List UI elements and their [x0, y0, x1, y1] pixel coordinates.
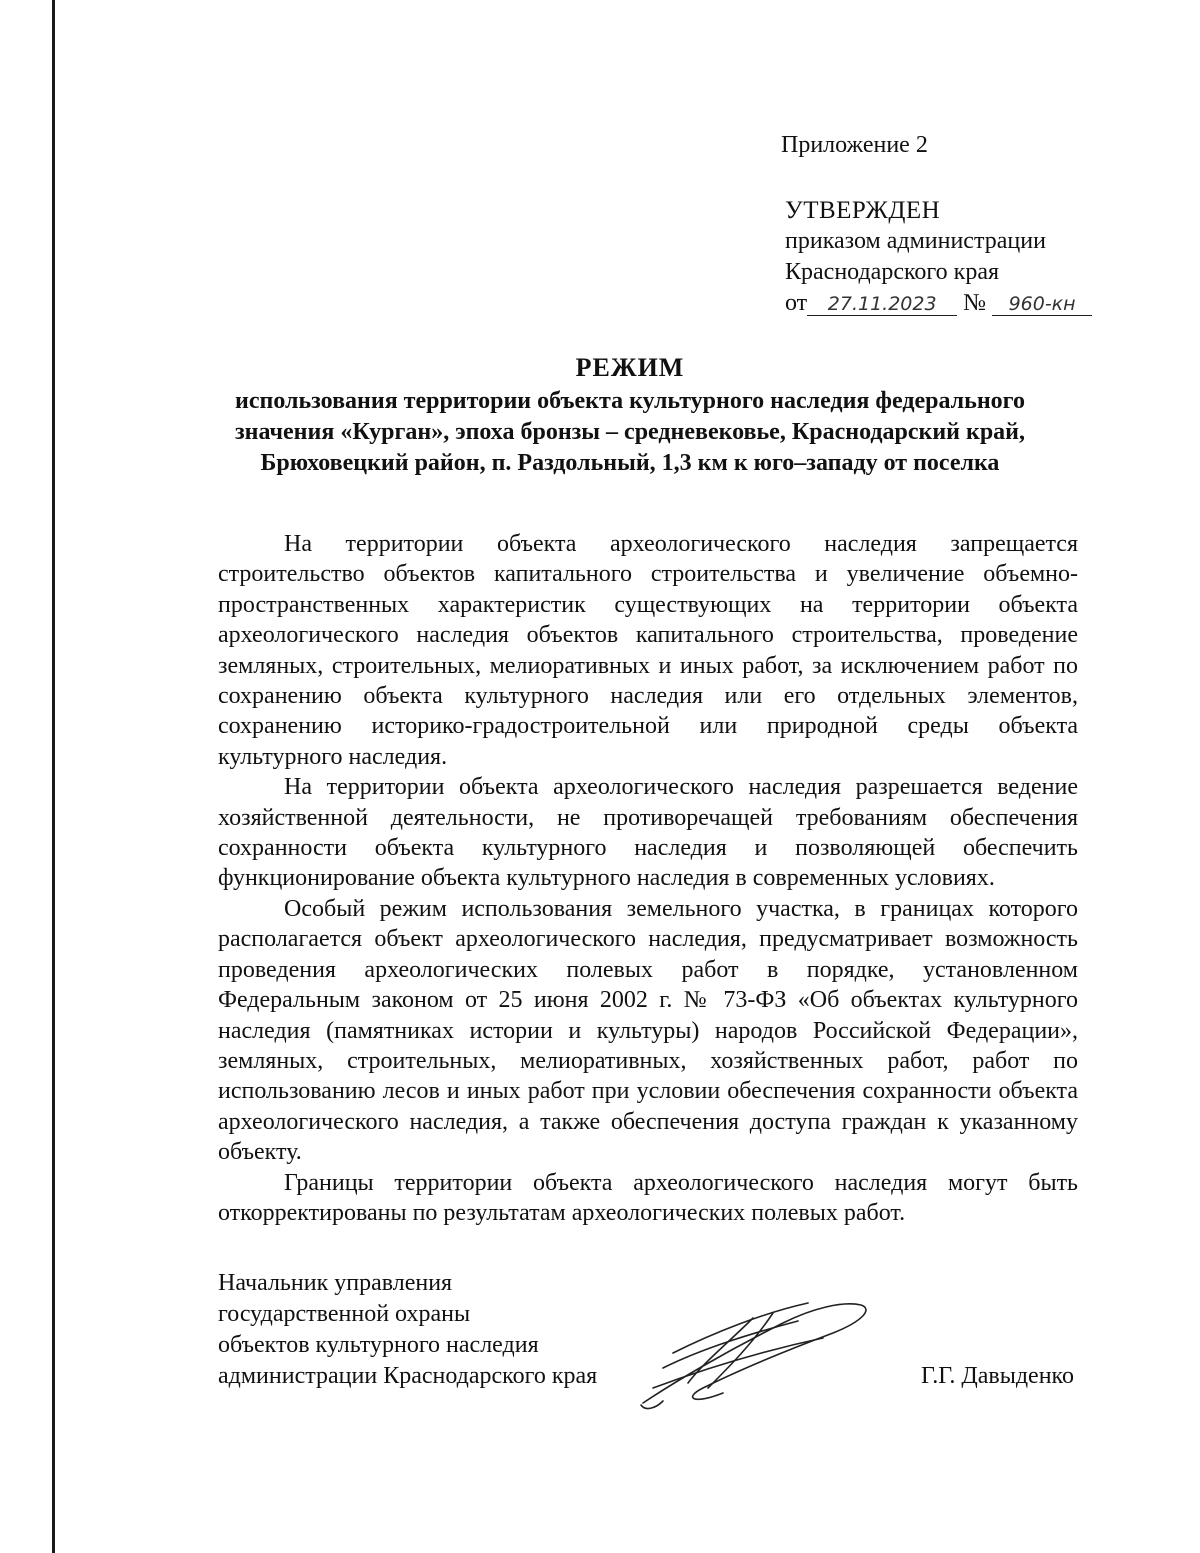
scan-edge-line	[52, 0, 55, 1553]
signer-name: Г.Г. Давыденко	[921, 1363, 1074, 1389]
handwritten-signature	[633, 1293, 883, 1413]
body-paragraph-3: Особый режим использования земельного участка, в границах которого располагается объект археологического наследия, предусматривает возможность проведения археологических полевых работ в порядке, установленном Федеральным законом от 25 июня 2002 г. № 73-ФЗ «Об объектах культурного наследия (памятниках истории и культуры) народов Российской Федерации», земляных, строительных, мелиоративных, хозяйственных работ, работ по использованию лесов и иных работ при условии обеспечения сохранности объекта археологического наследия, а также обеспечения доступа граждан к указанному объекту.	[218, 895, 1078, 1166]
signer-position-line-3: объектов культурного наследия	[218, 1332, 539, 1358]
signer-position-line-2: государственной охраны	[218, 1301, 471, 1327]
order-number-handwritten: 960-кн	[992, 293, 1092, 316]
signer-position-line-1: Начальник управления	[218, 1270, 453, 1296]
body-paragraph-1: На территории объекта археологического наследия запрещается строительство объектов капитального строительства и увеличение объемно-пространственных характеристик существующих на территории объекта археологического наследия объектов капитального строительства, проведение земляных, строительных, мелиоративных и иных работ, за исключением работ по сохранению объекта культурного наследия или его отдельных элементов, сохранению историко-градостроительной или природной среды объекта культурного наследия.	[218, 531, 1078, 770]
order-reference	[785, 288, 1092, 319]
appendix-label: Приложение 2	[781, 132, 928, 158]
approved-label: УТВЕРЖДЕН	[785, 197, 941, 224]
signature-block	[218, 1268, 1078, 1392]
approved-by-line-2: Краснодарского края	[785, 259, 1000, 285]
document-subtitle-line-1: использования территории объекта культурного наследия федерального	[235, 388, 1025, 414]
approved-by-line-1: приказом администрации	[785, 228, 1046, 254]
document-subtitle-line-2: значения «Курган», эпоха бронзы – средневековье, Краснодарский край,	[234, 419, 1026, 445]
order-date-handwritten: 27.11.2023	[807, 293, 957, 316]
document-subtitle-line-3: Брюховецкий район, п. Раздольный, 1,3 км к юго–западу от поселка	[260, 450, 1000, 476]
approval-stamp-block	[781, 130, 1092, 319]
signer-position-line-4: администрации Краснодарского края	[218, 1363, 598, 1389]
document-title-block	[190, 352, 1070, 479]
body-paragraph-4: Границы территории объекта археологического наследия могут быть откорректированы по результатам археологических полевых работ.	[218, 1169, 1078, 1226]
document-heading: РЕЖИМ	[575, 353, 685, 382]
body-paragraph-2: На территории объекта археологического наследия разрешается ведение хозяйственной деятельности, не противоречащей требованиям обеспечения сохранности объекта культурного наследия и позволяющей обеспечить функционирование объекта культурного наследия в современных условиях.	[218, 774, 1078, 892]
document-body	[218, 529, 1078, 1228]
order-date-prefix: от	[785, 290, 808, 316]
order-number-prefix: №	[963, 290, 987, 316]
